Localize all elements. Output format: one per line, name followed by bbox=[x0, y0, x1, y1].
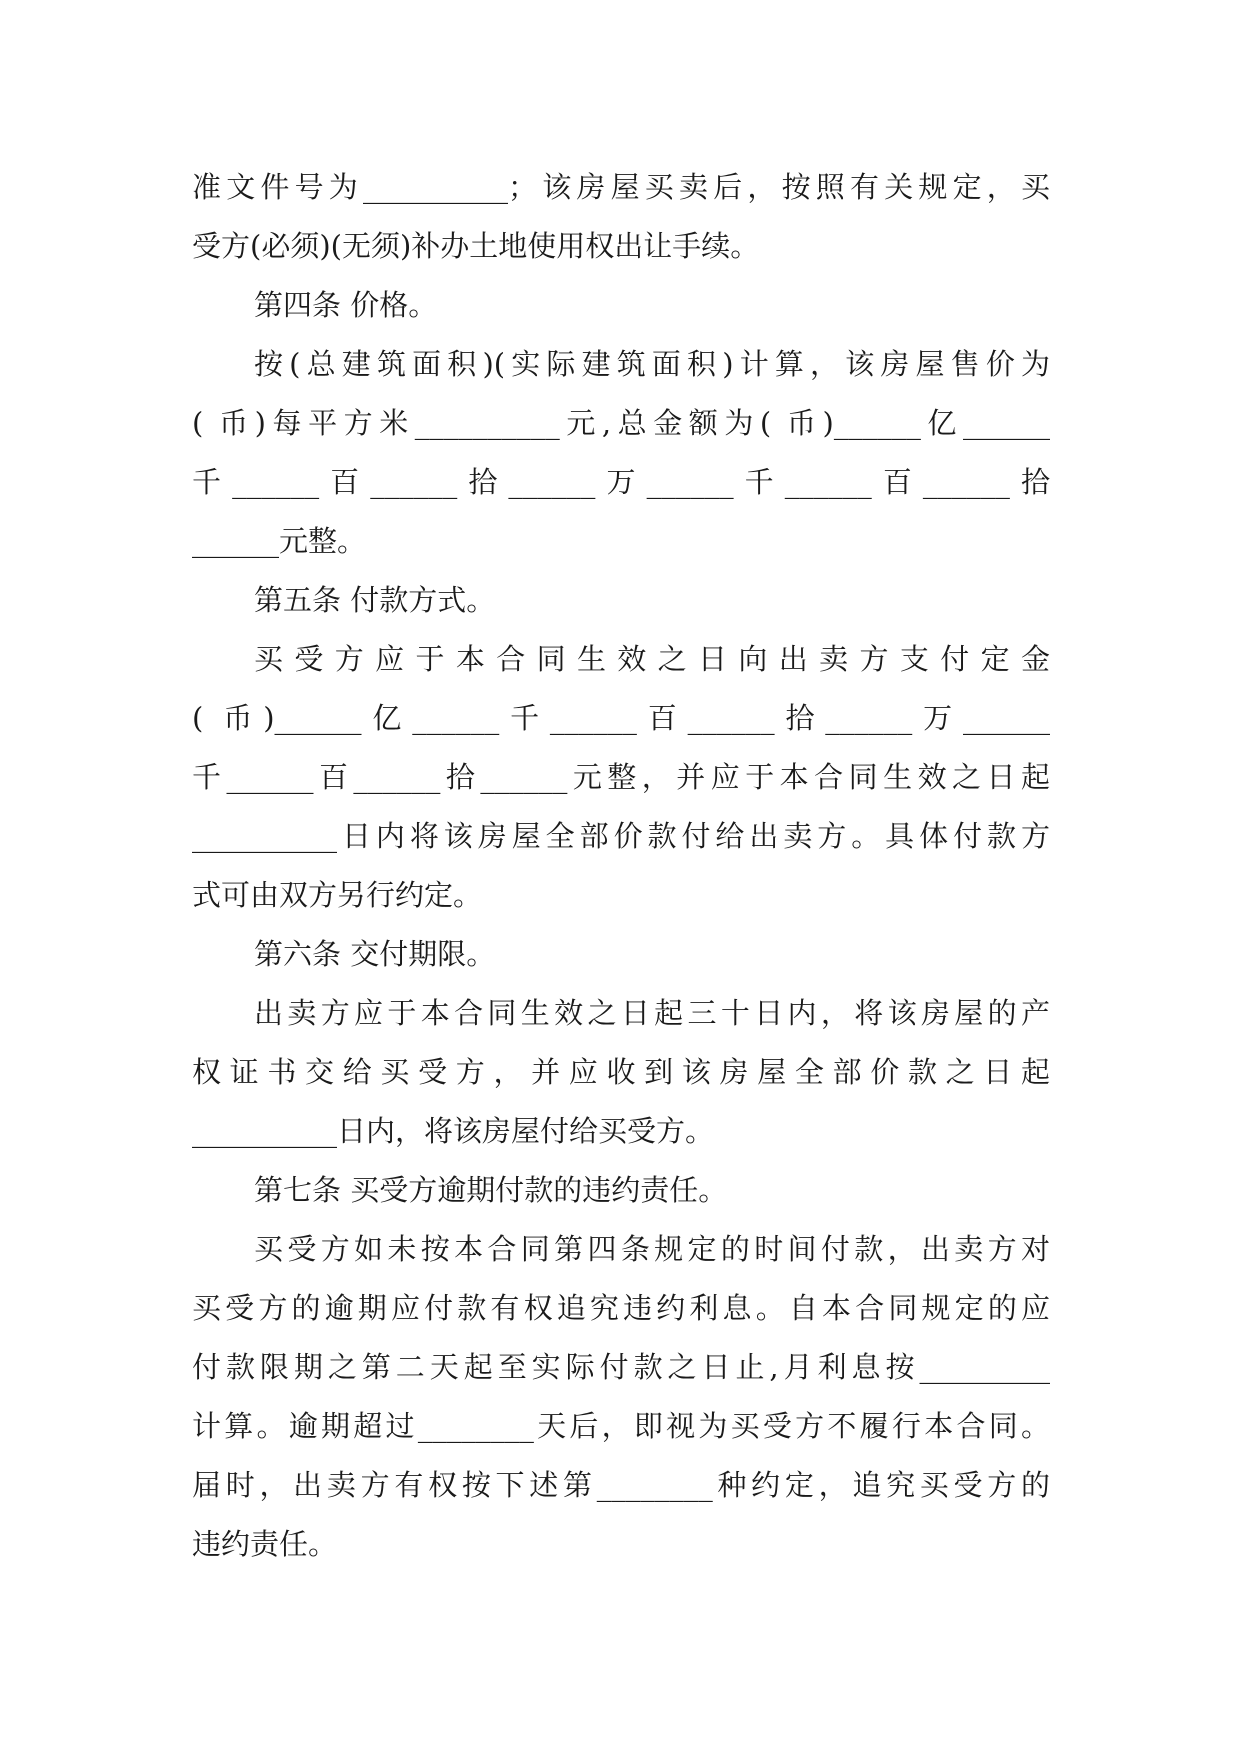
text-line: 式可由双方另行约定。 bbox=[192, 878, 483, 912]
text-line: 千______百______拾______元整，并应于本合同生效之日起 bbox=[192, 760, 1050, 794]
article-heading: 第五条 付款方式。 bbox=[254, 583, 496, 617]
text-line: 付款限期之第二天起至实际付款之日止,月利息按_________ bbox=[192, 1350, 1050, 1384]
text-line: __________日内，将该房屋付给买受方。 bbox=[192, 1114, 715, 1148]
text-line: 计算。逾期超过________天后，即视为买受方不履行本合同。 bbox=[192, 1409, 1050, 1443]
text-line: __________日内将该房屋全部价款付给出卖方。具体付款方 bbox=[192, 819, 1050, 853]
text-line: ( 币)每平方米__________元,总金额为( 币)______亿______ bbox=[192, 406, 1050, 440]
contract-body bbox=[192, 158, 1050, 1574]
text-line: 出卖方应于本合同生效之日起三十日内，将该房屋的产 bbox=[254, 996, 1050, 1030]
text-line: 权证书交给买受方，并应收到该房屋全部价款之日起 bbox=[192, 1055, 1050, 1089]
text-line: 准文件号为__________；该房屋买卖后，按照有关规定，买 bbox=[192, 170, 1050, 204]
text-line: 违约责任。 bbox=[192, 1527, 338, 1561]
text-line: 买受方的逾期应付款有权追究违约利息。自本合同规定的应 bbox=[192, 1291, 1050, 1325]
text-line: 按(总建筑面积)(实际建筑面积)计算，该房屋售价为 bbox=[254, 347, 1050, 381]
article-heading: 第四条 价格。 bbox=[254, 288, 438, 322]
text-line: 买受方应于本合同生效之日向出卖方支付定金 bbox=[254, 642, 1050, 676]
text-line: 千______百______拾______万______千______百______拾 bbox=[192, 465, 1050, 499]
text-line: 受方(必须)(无须)补办土地使用权出让手续。 bbox=[192, 229, 760, 263]
text-line: 届时，出卖方有权按下述第________种约定，追究买受方的 bbox=[192, 1468, 1050, 1502]
article-heading: 第六条 交付期限。 bbox=[254, 937, 496, 971]
article-heading: 第七条 买受方逾期付款的违约责任。 bbox=[254, 1173, 728, 1207]
text-line: ( 币)______亿______千______百______拾______万______ bbox=[192, 701, 1050, 735]
text-line: ______元整。 bbox=[192, 524, 367, 558]
text-line: 买受方如未按本合同第四条规定的时间付款，出卖方对 bbox=[254, 1232, 1050, 1266]
